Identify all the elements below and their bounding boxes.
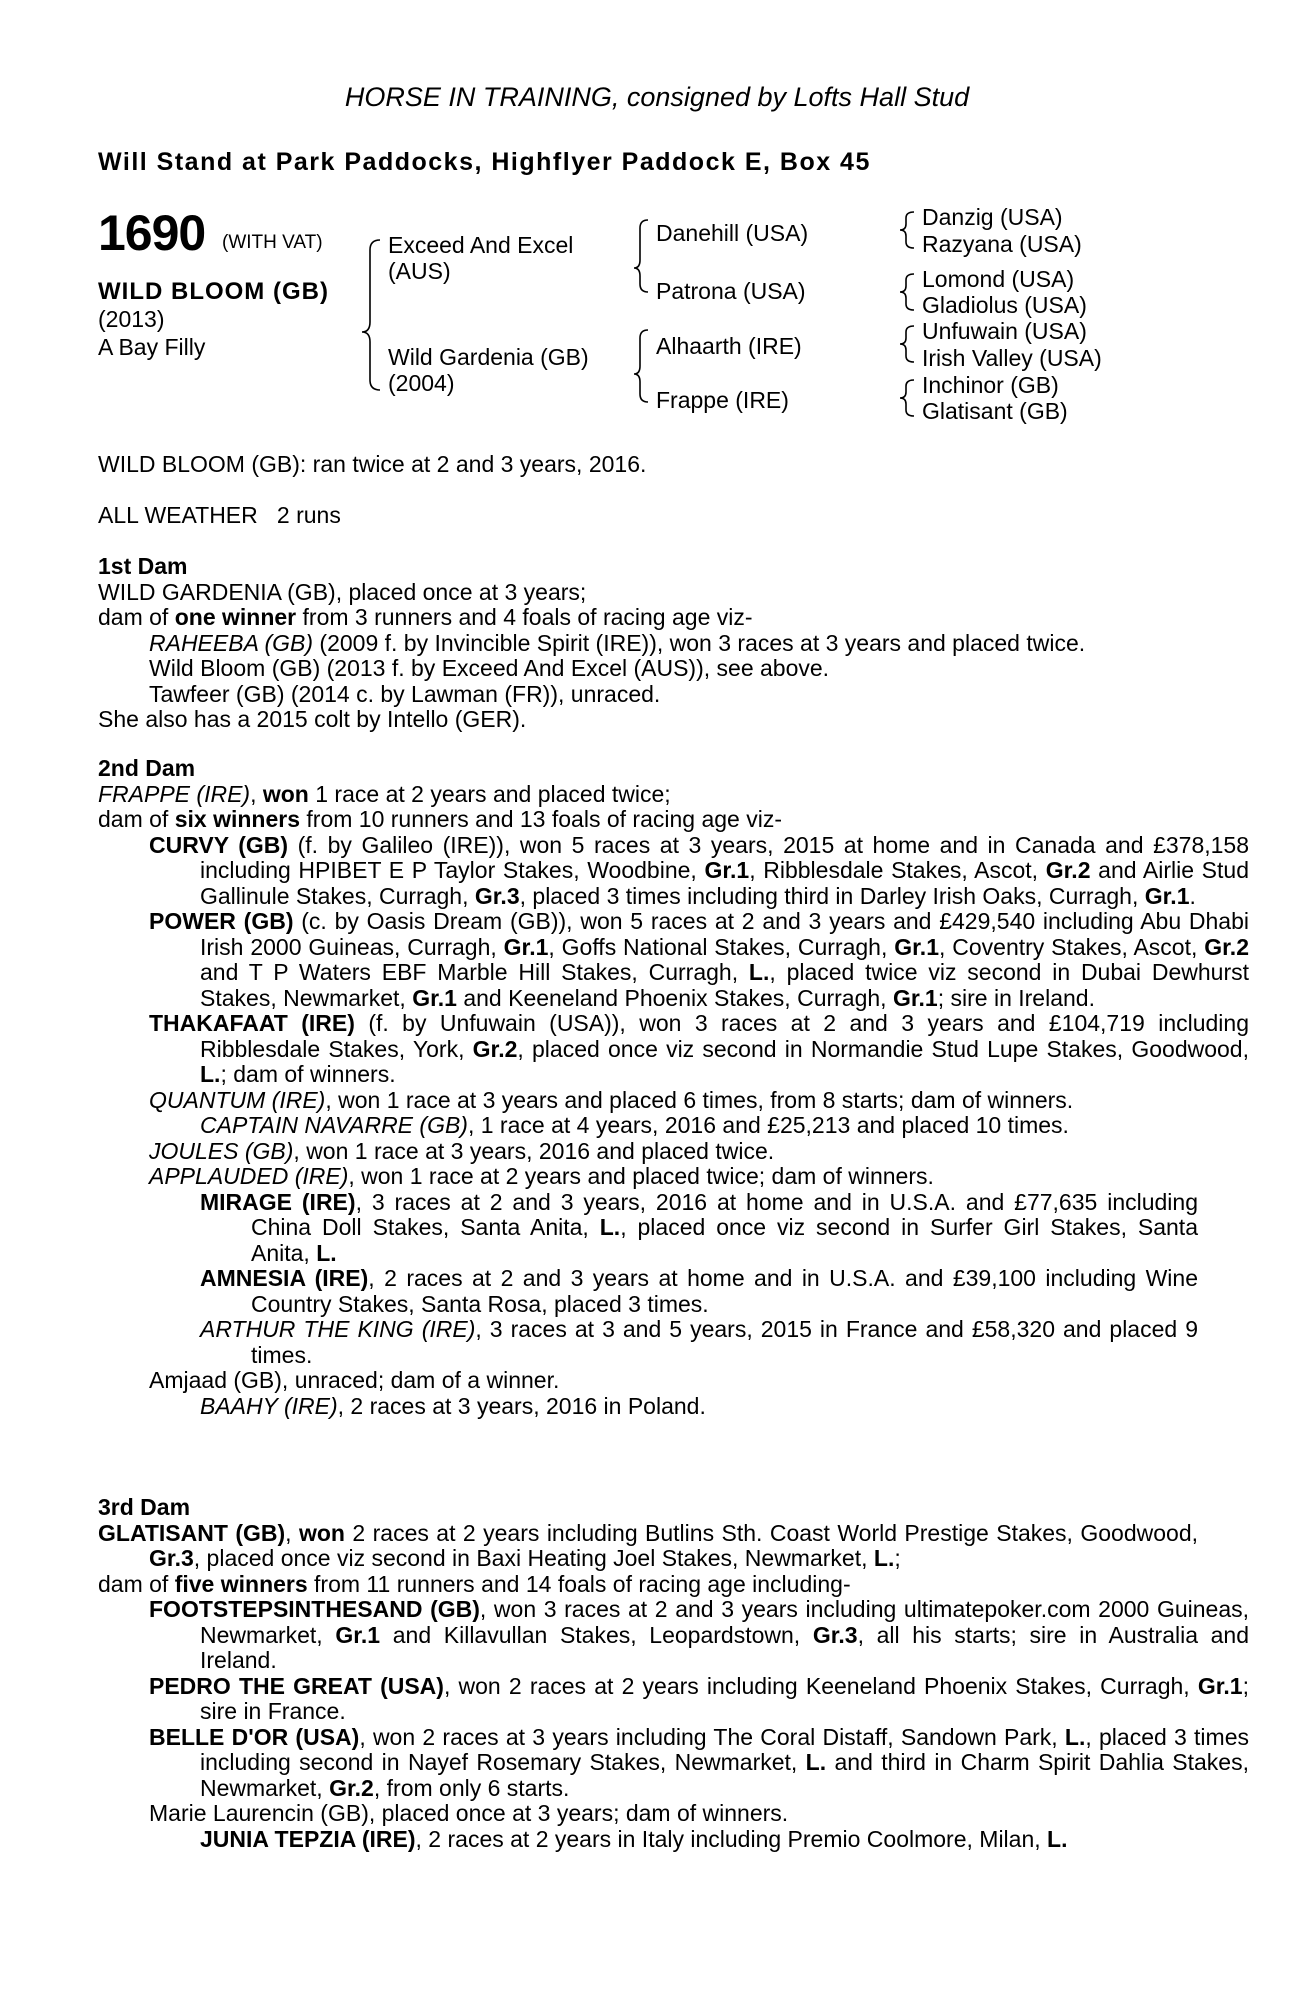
produce-entry-captain-navarre: CAPTAIN NAVARRE (GB), 1 race at 4 years, 2016 and £25,213 and placed 10 times. <box>200 1112 1069 1138</box>
produce-entry-curvy: CURVY (GB) (f. by Galileo (IRE)), won 5 races at 3 years, 2015 at home and in Canada and £378,158 including HPIBET E P Taylor Stakes, Woodbine, Gr.1, Ribblesdale Stakes, Ascot, Gr.2 and Airlie Stud Gallinule Stakes, Curragh, Gr.3, placed 3 times including third in Darley Irish Oaks, Curragh, Gr.1. <box>149 831 1250 909</box>
produce-entry-marie-laurencin: Marie Laurencin (GB), placed once at 3 years; dam of winners. <box>149 1800 789 1826</box>
lot-number: 1690 <box>98 205 206 261</box>
pedigree-sire: Exceed And Excel (AUS) <box>388 232 574 284</box>
pedigree-sds: Lomond (USA) <box>922 266 1075 292</box>
stand-location: Will Stand at Park Paddocks, Highflyer Paddock E, Box 45 <box>98 148 871 176</box>
horse-year: (2013) <box>98 306 165 332</box>
horse-description: A Bay Filly <box>98 334 206 360</box>
produce-entry: RAHEEBA (GB) (2009 f. by Invincible Spirit (IRE)), won 3 races at 3 years and placed twice. <box>149 629 1086 656</box>
pedigree-sire-sire: Danehill (USA) <box>656 220 809 246</box>
produce-entry-pedro: PEDRO THE GREAT (USA), won 2 races at 2 years including Keeneland Phoenix Stakes, Curragh, Gr.1; sire in France. <box>149 1672 1249 1724</box>
produce-entry: Wild Bloom (GB) (2013 f. by Exceed And Excel (AUS)), see above. <box>149 655 830 681</box>
pedigree-ssd: Razyana (USA) <box>922 231 1082 257</box>
produce-entry-footstepsinthesand: FOOTSTEPSINTHESAND (GB), won 3 races at 2 and 3 years including ultimatepoker.com 2000 Guineas, Newmarket, Gr.1 and Killavullan Stakes, Leopardstown, Gr.3, all his starts; sire in Australia and Ireland. <box>149 1596 1250 1673</box>
pedigree-dam-sire: Alhaarth (IRE) <box>656 333 802 359</box>
produce-entry-thakafaat: THAKAFAAT (IRE) (f. by Unfuwain (USA)), won 3 races at 2 and 3 years and £104,719 including Ribblesdale Stakes, York, Gr.2, placed once viz second in Normandie Stud Lupe Stakes, Goodwood, L.; dam of winners. <box>149 1010 1249 1087</box>
pedigree-sdd: Gladiolus (USA) <box>922 292 1087 318</box>
produce-entry-mirage: MIRAGE (IRE), 3 races at 2 and 3 years, 2016 at home and in U.S.A. and £77,635 including China Doll Stakes, Santa Anita, L., placed once viz second in Surfer Girl Stakes, Santa Anita, L. <box>200 1188 1198 1266</box>
all-weather-record: ALL WEATHER 2 runs <box>98 502 341 528</box>
dam-line: WILD GARDENIA (GB), placed once at 3 years; <box>98 578 587 605</box>
produce-entry-quantum: QUANTUM (IRE), won 1 race at 3 years and placed 6 times, from 8 starts; dam of winners. <box>149 1086 1074 1113</box>
pedigree-dds: Inchinor (GB) <box>922 372 1059 398</box>
produce-entry-baahy: BAAHY (IRE), 2 races at 3 years, 2016 in Poland. <box>200 1392 706 1419</box>
produce-entry-amjaad: Amjaad (GB), unraced; dam of a winner. <box>149 1367 560 1393</box>
pedigree-dam-dam: Frappe (IRE) <box>656 387 789 413</box>
second-dam-section <box>98 755 1250 1419</box>
pedigree-dam: Wild Gardenia (GB) (2004) <box>388 344 589 396</box>
section-heading: 2nd Dam <box>98 755 196 781</box>
pedigree-sss: Danzig (USA) <box>922 204 1063 230</box>
produce-summary: dam of five winners from 11 runners and 14 foals of racing age including- <box>98 1570 851 1597</box>
dam-line: GLATISANT (GB), won 2 races at 2 years including Butlins Sth. Coast World Prestige Stakes, Goodwood, Gr.3, placed once viz second in Baxi Heating Joel Stakes, Newmarket, L.; <box>98 1519 1199 1571</box>
section-heading: 3rd Dam <box>98 1494 191 1520</box>
vat-note: (WITH VAT) <box>222 232 323 253</box>
pedigree-dss: Unfuwain (USA) <box>922 318 1087 344</box>
produce-entry-joules: JOULES (GB), won 1 race at 3 years, 2016 and placed twice. <box>149 1137 775 1164</box>
catalogue-header: HORSE IN TRAINING, consigned by Lofts Hall Stud <box>344 82 970 112</box>
produce-summary: dam of one winner from 3 runners and 4 foals of racing age viz- <box>98 604 753 630</box>
produce-note: She also has a 2015 colt by Intello (GER). <box>98 706 527 732</box>
section-heading: 1st Dam <box>98 553 188 579</box>
pedigree-sire-dam: Patrona (USA) <box>656 278 806 304</box>
produce-entry-power: POWER (GB) (c. by Oasis Dream (GB)), won 5 races at 2 and 3 years and £429,540 including Abu Dhabi Irish 2000 Guineas, Curragh, Gr.1, Goffs National Stakes, Curragh, Gr.1, Coventry Stakes, Ascot, Gr.2 and T P Waters EBF Marble Hill Stakes, Curragh, L., placed twice viz second in Dubai Dewhurst Stakes, Newmarket, Gr.1 and Keeneland Phoenix Stakes, Curragh, Gr.1; sire in Ireland. <box>149 908 1249 1011</box>
third-dam-section <box>98 1494 1250 1852</box>
first-dam-section <box>98 554 1198 733</box>
dam-line: FRAPPE (IRE), won 1 race at 2 years and placed twice; <box>98 780 671 807</box>
produce-summary: dam of six winners from 10 runners and 13 foals of racing age viz- <box>98 806 782 832</box>
produce-entry-arthur: ARTHUR THE KING (IRE), 3 races at 3 and 5 years, 2015 in France and £58,320 and placed 9 times. <box>200 1316 1198 1368</box>
pedigree-ddd: Glatisant (GB) <box>922 398 1068 424</box>
produce-entry-amnesia: AMNESIA (IRE), 2 races at 2 and 3 years at home and in U.S.A. and £39,100 including Wine Country Stakes, Santa Rosa, placed 3 times. <box>200 1265 1198 1317</box>
pedigree-dsd: Irish Valley (USA) <box>922 345 1102 371</box>
produce-entry: Tawfeer (GB) (2014 c. by Lawman (FR)), unraced. <box>149 680 661 707</box>
produce-entry-junia-tepzia: JUNIA TEPZIA (IRE), 2 races at 2 years in Italy including Premio Coolmore, Milan, L. <box>200 1825 1068 1852</box>
produce-entry-applauded: APPLAUDED (IRE), won 1 race at 2 years and placed twice; dam of winners. <box>149 1163 934 1189</box>
produce-entry-belle-dor: BELLE D'OR (USA), won 2 races at 3 years including The Coral Distaff, Sandown Park, L., placed 3 times including second in Nayef Rosemary Stakes, Newmarket, L. and third in Charm Spirit Dahlia Stakes, Newmarket, Gr.2, from only 6 starts. <box>149 1723 1249 1801</box>
race-summary: WILD BLOOM (GB): ran twice at 2 and 3 years, 2016. <box>98 451 647 477</box>
horse-name: WILD BLOOM (GB) <box>98 278 329 305</box>
